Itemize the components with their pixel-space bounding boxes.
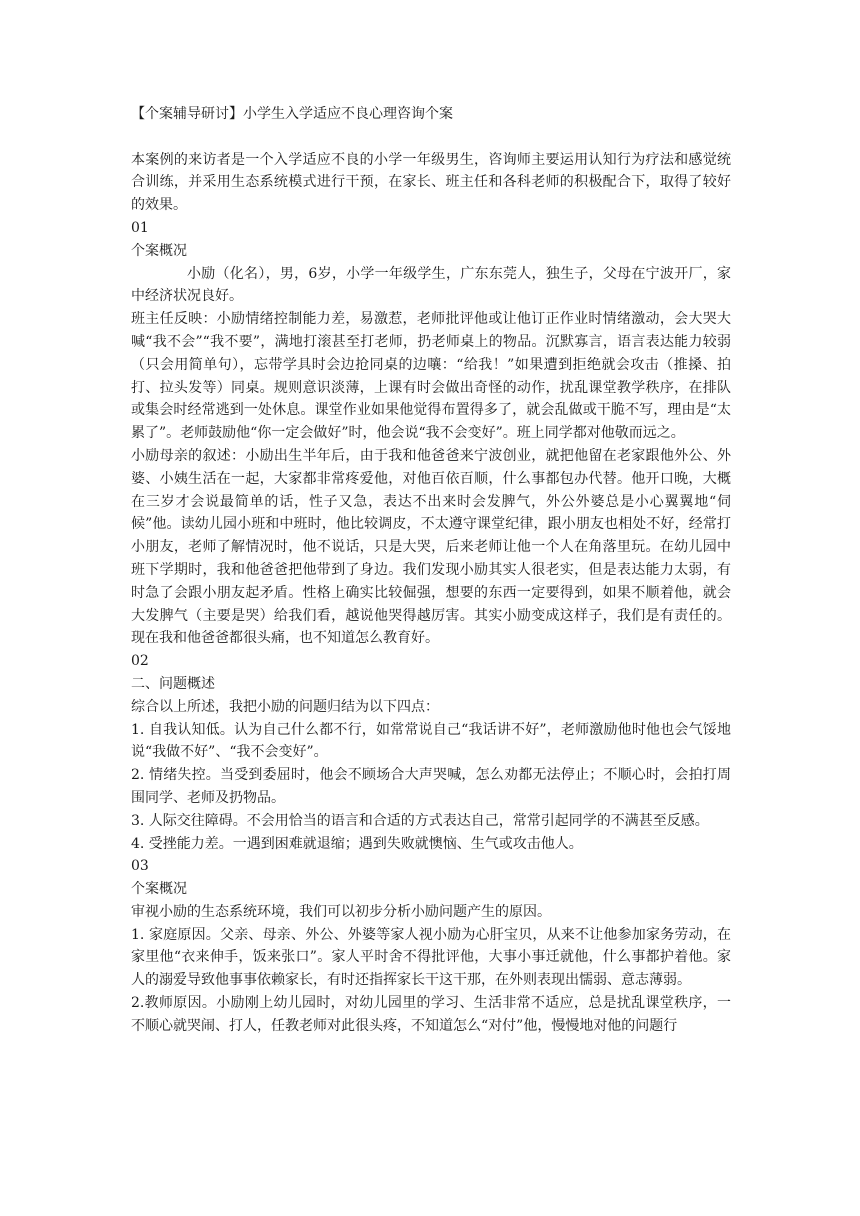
section-2-item-1: 1. 自我认知低。认为自己什么都不行，如常常说自己“我话讲不好”，老师激励他时他也会气馁地说“我做不好”、“我不会变好”。 — [131, 721, 731, 761]
section-3-item-1: 1. 家庭原因。父亲、母亲、外公、外婆等家人视小励为心肝宝贝，从来不让他参加家务劳动，在家里他“衣来伸手，饭来张口”。家人平时舍不得批评他，大事小事迁就他，什么事都护着他。家人的溺爱导致他事事依赖家长，有时还指挥家长干这干那，在外则表现出懦弱、意志薄弱。 — [131, 926, 731, 989]
section-3-number: 03 — [131, 858, 149, 875]
section-2-item-2: 2. 情绪失控。当受到委屈时，他会不顾场合大声哭喊，怎么劝都无法停止；不顺心时，会拍打周围同学、老师及扔物品。 — [131, 767, 731, 806]
document-page — [131, 103, 731, 1038]
intro-paragraph: 本案例的来访者是一个入学适应不良的小学一年级男生，咨询师主要运用认知行为疗法和感觉统合训练，并采用生态系统模式进行干预，在家长、班主任和各科老师的积极配合下，取得了较好的效果。 — [131, 151, 731, 214]
section-3-lead: 审视小励的生态系统环境，我们可以初步分析小励问题产生的原因。 — [131, 903, 551, 920]
document-title: 【个案辅导研讨】小学生入学适应不良心理咨询个案 — [131, 106, 453, 122]
section-3-heading: 个案概况 — [131, 881, 187, 898]
section-2-lead: 综合以上所述，我把小励的问题归结为以下四点： — [131, 698, 439, 715]
section-1-paragraph-2: 班主任反映：小励情绪控制能力差，易激惹，老师批评他或让他订正作业时情绪激动，会大哭大喊“我不会”“我不要”，满地打滚甚至打老师，扔老师桌上的物品。沉默寡言，语言表达能力较弱（只会用简单句），忘带学具时会边抢同桌的边嚷：“给我！”如果遭到拒绝就会攻击（推搡、拍打、拉头发等）同桌。规则意识淡薄，上课有时会做出奇怪的动作，扰乱课堂教学秩序，在排队或集会时经常逃到一处休息。课堂作业如果他觉得布置得多了，就会乱做或干脆不写，理由是“太累了”。老师鼓励他“你一定会做好”时，他会说“我不会变好”。班上同学都对他敬而远之。 — [131, 311, 731, 442]
section-1-number: 01 — [131, 219, 149, 236]
section-2-number: 02 — [131, 653, 149, 670]
section-3-item-2: 2.教师原因。小励刚上幼儿园时，对幼儿园里的学习、生活非常不适应，总是扰乱课堂秩序，一不顺心就哭闹、打人，任教老师对此很头疼，不知道怎么“对付”他，慢慢地对他的问题行 — [131, 995, 731, 1034]
section-2-heading: 二、问题概述 — [131, 675, 215, 692]
section-2-item-4: 4. 受挫能力差。一遇到困难就退缩；遇到失败就懊恼、生气或攻击他人。 — [131, 835, 583, 852]
section-1-paragraph-1: 小励（化名），男，6岁，小学一年级学生，广东东莞人，独生子，父母在宁波开厂，家中经济状况良好。 — [131, 265, 731, 305]
section-1-paragraph-3: 小励母亲的叙述：小励出生半年后，由于我和他爸爸来宁波创业，就把他留在老家跟他外公、外婆、小姨生活在一起，大家都非常疼爱他，对他百依百顺，什么事都包办代替。他开口晚，大概在三岁才会说最简单的话，性子又急，表达不出来时会发脾气，外公外婆总是小心翼翼地“伺候”他。读幼儿园小班和中班时，他比较调皮，不太遵守课堂纪律，跟小朋友也相处不好，经常打小朋友，老师了解情况时，他不说话，只是大哭，后来老师让他一个人在角落里玩。在幼儿园中班下学期时，我和他爸爸把他带到了身边。我们发现小励其实人很老实，但是表达能力太弱，有时急了会跟小朋友起矛盾。性格上确实比较倔强，想要的东西一定要得到，如果不顺着他，就会大发脾气（主要是哭）给我们看，越说他哭得越厉害。其实小励变成这样子，我们是有责任的。现在我和他爸爸都很头痛，也不知道怎么教育好。 — [131, 447, 731, 647]
section-1-heading: 个案概况 — [131, 242, 187, 259]
section-2-item-3: 3. 人际交往障碍。不会用恰当的语言和合适的方式表达自己，常常引起同学的不满甚至反感。 — [131, 812, 709, 829]
